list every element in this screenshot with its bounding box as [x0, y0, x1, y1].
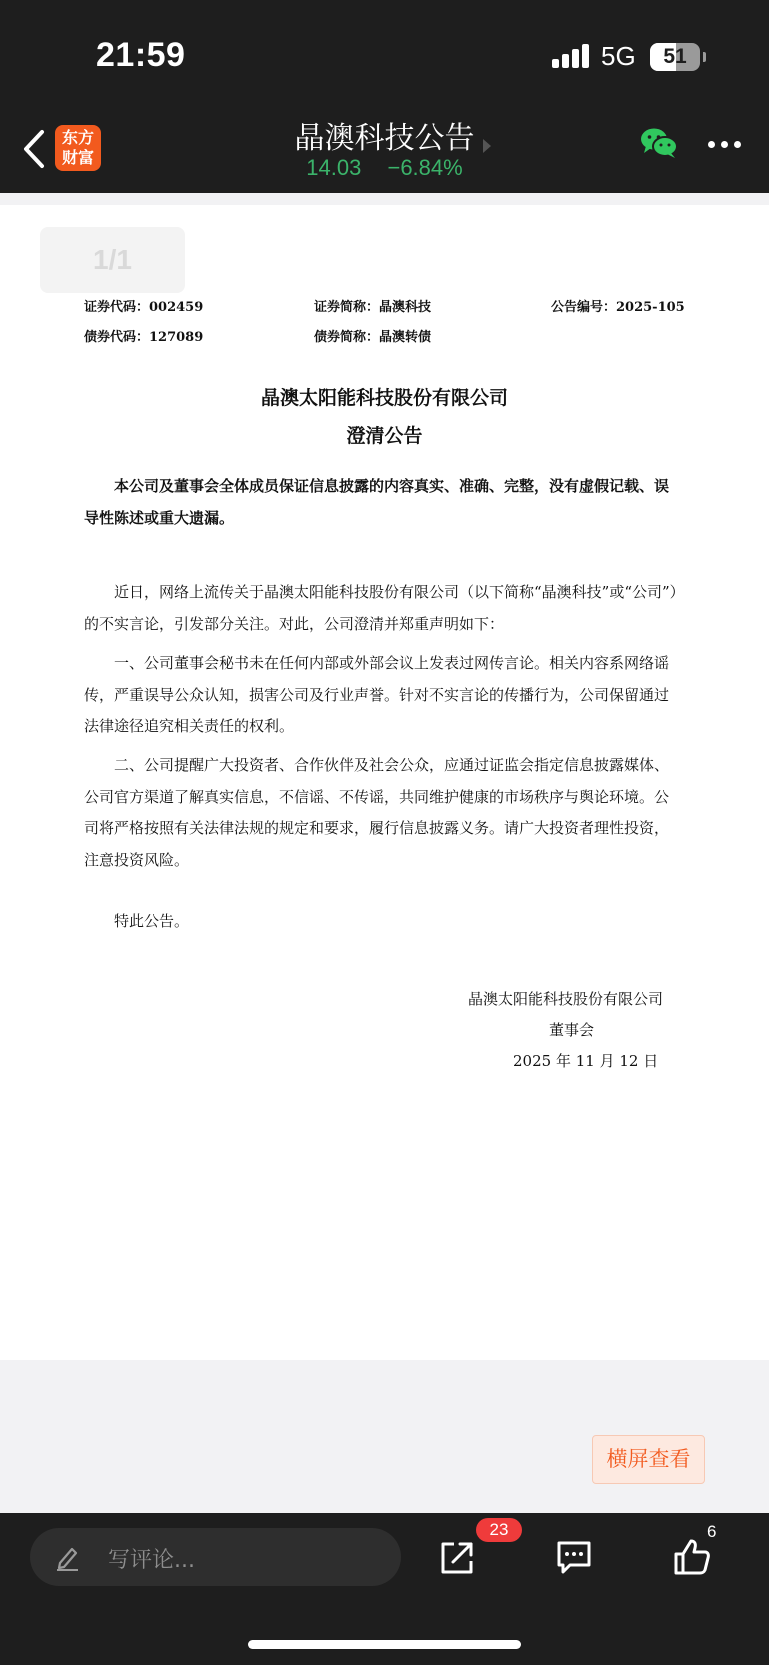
document-title: 澄清公告 — [346, 425, 423, 447]
comments-icon[interactable] — [555, 1539, 593, 1575]
signal-icon — [552, 44, 590, 68]
announcement-number: 公告编号：2025-105 — [551, 300, 685, 315]
app-logo-line2: 财富 — [61, 148, 94, 167]
share-icon[interactable] — [437, 1538, 477, 1578]
bond-name: 债券简称：晶澳转债 — [314, 330, 432, 345]
stock-price: 14.03 — [306, 155, 362, 180]
document-viewer[interactable] — [0, 193, 769, 1513]
clarification-point-1: 一、公司董事会秘书未在任何内部或外部会议上发表过网传言论。相关内容系网络谣传，严重误导公众认知，损害公司及行业声誉。针对不实言论的传播行为，公司保留通过法律途径追究相关责任的权利。 — [84, 654, 670, 735]
home-indicator[interactable] — [248, 1640, 521, 1649]
signature-board: 董事会 — [549, 1021, 595, 1039]
battery-level: 51 — [663, 45, 687, 68]
signature-date: 2025 年 11 月 12 日 — [513, 1052, 659, 1070]
status-time: 21:59 — [96, 36, 186, 74]
security-name: 证券简称：晶澳科技 — [314, 300, 432, 315]
clarification-point-2: 二、公司提醒广大投资者、合作伙伴及社会公众，应通过证监会指定信息披露媒体、公司官方渠道了解真实信息，不信谣、不传谣，共同维护健康的市场秩序与舆论环境。公司将严格按照有关法律法规的规定和要求，履行信息披露义务。请广大投资者理性投资，注意投资风险。 — [84, 756, 670, 869]
comment-input[interactable] — [30, 1528, 401, 1586]
closing-line: 特此公告。 — [84, 912, 190, 930]
integrity-statement: 本公司及董事会全体成员保证信息披露的内容真实、准确、完整，没有虚假记载、误导性陈述或重大遗漏。 — [84, 477, 670, 527]
landscape-view-button[interactable]: 横屏查看 — [592, 1435, 705, 1484]
play-arrow-icon — [483, 139, 491, 153]
pen-icon — [54, 1543, 82, 1571]
network-type: 5G — [601, 41, 636, 71]
app-logo-line1: 东方 — [61, 128, 94, 147]
page-indicator: 1/1 — [40, 227, 185, 293]
more-icon[interactable] — [708, 141, 742, 151]
security-code: 证券代码：002459 — [84, 300, 204, 315]
like-icon[interactable] — [672, 1537, 712, 1577]
bond-code: 债券代码：127089 — [84, 330, 204, 345]
intro-paragraph: 近日，网络上流传关于晶澳太阳能科技股份有限公司（以下简称“晶澳科技”或“公司”）的不实言论，引发部分关注。对此，公司澄清并郑重声明如下： — [84, 583, 678, 633]
document-page — [0, 205, 769, 1360]
nav-bar — [0, 105, 769, 193]
status-bar — [0, 0, 769, 105]
battery-icon — [650, 43, 700, 71]
comment-placeholder: 写评论... — [108, 1548, 195, 1573]
page-title[interactable]: 晶澳科技公告 — [294, 121, 475, 156]
share-count-badge: 23 — [476, 1518, 522, 1542]
battery-tip — [703, 52, 706, 62]
wechat-icon[interactable] — [640, 127, 678, 159]
signature-company: 晶澳太阳能科技股份有限公司 — [468, 990, 664, 1008]
like-count: 6 — [707, 1522, 717, 1541]
company-name-heading: 晶澳太阳能科技股份有限公司 — [260, 387, 508, 409]
stock-change: −6.84% — [387, 155, 463, 180]
